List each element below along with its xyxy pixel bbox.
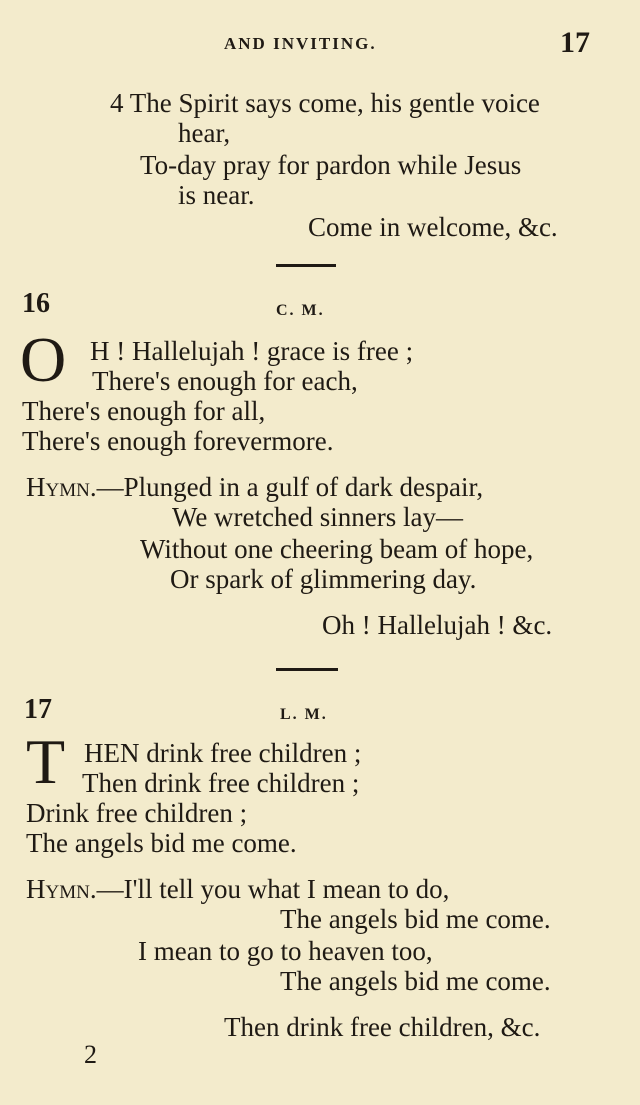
signature-mark: 2 bbox=[84, 1040, 97, 1069]
hymn-line: The angels bid me come. bbox=[280, 966, 551, 996]
hymn-meter: L. M. bbox=[280, 706, 328, 723]
hymn-line: The angels bid me come. bbox=[280, 904, 551, 934]
chorus-line: Drink free children ; bbox=[26, 798, 248, 828]
verse-line: HEN drink free children ; bbox=[84, 738, 362, 768]
hymn-line bbox=[26, 874, 449, 904]
hymn-line: I mean to go to heaven too, bbox=[138, 936, 433, 966]
verse-line: hear, bbox=[178, 118, 231, 148]
drop-cap: T bbox=[26, 726, 66, 797]
refrain-line: Come in welcome, &c. bbox=[308, 212, 558, 242]
hymn-line: Or spark of glimmering day. bbox=[170, 564, 477, 594]
hymn-meter: C. M. bbox=[276, 302, 325, 319]
hymn-label: Hymn. bbox=[26, 472, 97, 502]
hymn-text: —I'll tell you what I mean to do, bbox=[96, 874, 450, 904]
verse-line: H ! Hallelujah ! grace is free ; bbox=[90, 336, 414, 366]
verse-line: To-day pray for pardon while Jesus bbox=[140, 150, 522, 180]
chorus-line: There's enough for each, bbox=[92, 366, 358, 396]
drop-cap: O bbox=[20, 324, 67, 395]
chorus-line: There's enough for all, bbox=[22, 396, 266, 426]
chorus-line: There's enough forevermore. bbox=[22, 426, 334, 456]
chorus-line: The angels bid me come. bbox=[26, 828, 297, 858]
hymn-label: Hymn. bbox=[26, 874, 97, 904]
hymn-text: —Plunged in a gulf of dark despair, bbox=[96, 472, 484, 502]
section-divider bbox=[276, 668, 338, 671]
verse-line: is near. bbox=[178, 180, 255, 210]
running-title: AND INVITING. bbox=[224, 34, 377, 53]
hymn-line: Without one cheering beam of hope, bbox=[140, 534, 534, 564]
section-divider bbox=[276, 264, 336, 267]
chorus-line: Then drink free children ; bbox=[82, 768, 360, 798]
refrain-line: Then drink free children, &c. bbox=[224, 1012, 541, 1042]
page-number: 17 bbox=[560, 26, 590, 59]
refrain-line: Oh ! Hallelujah ! &c. bbox=[322, 610, 553, 640]
hymn-line: We wretched sinners lay— bbox=[172, 502, 463, 532]
hymn-line bbox=[26, 472, 483, 502]
hymn-number: 17 bbox=[24, 694, 52, 725]
hymn-number: 16 bbox=[22, 288, 50, 319]
verse-line: 4 The Spirit says come, his gentle voice bbox=[110, 88, 540, 118]
